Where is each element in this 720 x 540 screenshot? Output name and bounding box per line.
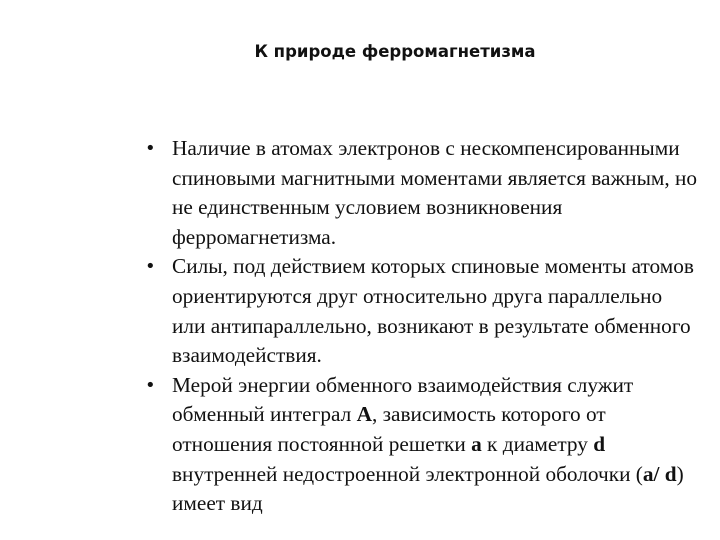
slide-title: К природе ферромагнетизма [254,42,536,61]
lattice-constant-symbol: а [471,431,482,456]
bullet-text-part: внутренней недостроенной электронной оболочки ( [172,461,643,486]
bullet-marker: • [145,138,156,159]
ratio-symbol: а/ d [642,461,677,486]
bullet-item [140,371,700,519]
bullet-marker: • [145,256,156,278]
integral-symbol: А [356,402,372,427]
bullet-text-part: к диаметру [481,431,594,456]
bullet-text-part: ) имеет вид [172,461,684,516]
bullet-text [172,254,694,367]
bullet-item [140,134,700,252]
bullet-text-part: Наличие в атомах электронов с нескомпенсированными спиновыми магнитными моментами является важным, но не единственным условием возникновения ферромагнетизма. [172,136,698,249]
bullet-text-part: , зависимость которого от отношения постоянной решетки [172,402,606,456]
diameter-symbol: d [593,431,606,456]
bullet-item [140,252,700,370]
bullet-marker: • [145,374,156,396]
bullet-text [172,136,697,249]
bullet-text [172,373,684,515]
bullet-text-part: Силы, под действием которых спиновые моменты атомов ориентируются друг относительно друга параллельно или антипараллельно, возникают в результате обменного взаимодействия. [172,254,694,368]
bullet-text-part: Мерой энергии обменного взаимодействия служит обменный интеграл [172,372,634,427]
bullet-list [140,134,700,519]
